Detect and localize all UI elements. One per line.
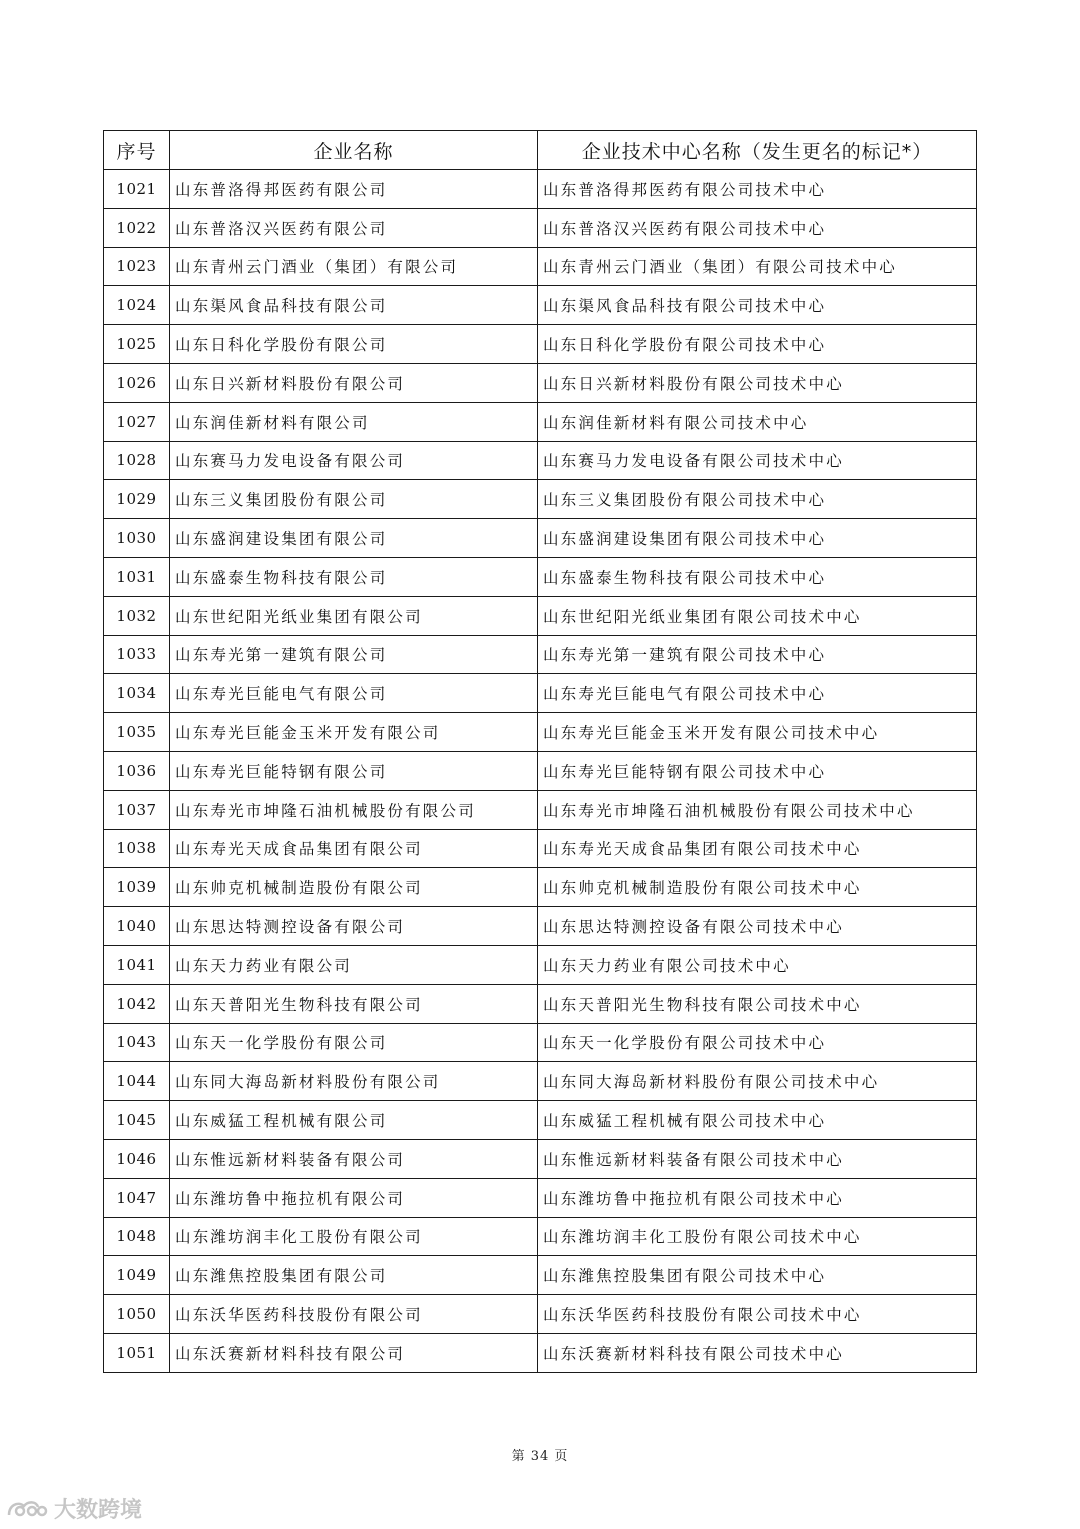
table-row (104, 363, 977, 402)
cell-tech-center-name: 山东日科化学股份有限公司技术中心 (538, 325, 977, 364)
table-row (104, 1139, 977, 1178)
cell-tech-center-name: 山东沃赛新材料科技有限公司技术中心 (538, 1333, 977, 1372)
table-row (104, 829, 977, 868)
cell-enterprise-name: 山东潍坊鲁中拖拉机有限公司 (170, 1178, 538, 1217)
cell-serial-number: 1027 (104, 402, 170, 441)
cell-serial-number: 1049 (104, 1256, 170, 1295)
cell-enterprise-name: 山东普洛得邦医药有限公司 (170, 170, 538, 209)
cell-tech-center-name: 山东盛润建设集团有限公司技术中心 (538, 519, 977, 558)
cell-tech-center-name: 山东惟远新材料装备有限公司技术中心 (538, 1139, 977, 1178)
table-row (104, 286, 977, 325)
cell-serial-number: 1048 (104, 1217, 170, 1256)
cell-serial-number: 1029 (104, 480, 170, 519)
cell-enterprise-name: 山东同大海岛新材料股份有限公司 (170, 1062, 538, 1101)
enterprise-table (103, 130, 977, 1373)
watermark-text: 大数跨境 (54, 1498, 143, 1523)
cell-enterprise-name: 山东寿光天成食品集团有限公司 (170, 829, 538, 868)
cell-enterprise-name: 山东寿光巨能特钢有限公司 (170, 751, 538, 790)
cell-tech-center-name: 山东青州云门酒业（集团）有限公司技术中心 (538, 247, 977, 286)
table-row (104, 907, 977, 946)
logo-icon (6, 1497, 48, 1521)
watermark (6, 1493, 142, 1524)
table-body (104, 170, 977, 1373)
enterprise-table-container (103, 130, 976, 1373)
cell-serial-number: 1041 (104, 945, 170, 984)
cell-serial-number: 1046 (104, 1139, 170, 1178)
table-row (104, 519, 977, 558)
cell-tech-center-name: 山东普洛得邦医药有限公司技术中心 (538, 170, 977, 209)
cell-enterprise-name: 山东思达特测控设备有限公司 (170, 907, 538, 946)
cell-tech-center-name: 山东天力药业有限公司技术中心 (538, 945, 977, 984)
table-row (104, 751, 977, 790)
header-tech-center-name: 企业技术中心名称（发生更名的标记*） (538, 131, 977, 170)
table-row (104, 325, 977, 364)
cell-enterprise-name: 山东世纪阳光纸业集团有限公司 (170, 596, 538, 635)
cell-tech-center-name: 山东威猛工程机械有限公司技术中心 (538, 1101, 977, 1140)
cell-tech-center-name: 山东日兴新材料股份有限公司技术中心 (538, 363, 977, 402)
cell-enterprise-name: 山东赛马力发电设备有限公司 (170, 441, 538, 480)
cell-tech-center-name: 山东寿光巨能金玉米开发有限公司技术中心 (538, 713, 977, 752)
cell-tech-center-name: 山东潍坊润丰化工股份有限公司技术中心 (538, 1217, 977, 1256)
cell-tech-center-name: 山东润佳新材料有限公司技术中心 (538, 402, 977, 441)
cell-tech-center-name: 山东渠风食品科技有限公司技术中心 (538, 286, 977, 325)
cell-serial-number: 1042 (104, 984, 170, 1023)
table-row (104, 945, 977, 984)
cell-serial-number: 1026 (104, 363, 170, 402)
cell-enterprise-name: 山东普洛汉兴医药有限公司 (170, 208, 538, 247)
table-row (104, 441, 977, 480)
cell-enterprise-name: 山东盛泰生物科技有限公司 (170, 557, 538, 596)
cell-tech-center-name: 山东盛泰生物科技有限公司技术中心 (538, 557, 977, 596)
table-row (104, 1256, 977, 1295)
table-row (104, 1178, 977, 1217)
table-row (104, 1295, 977, 1334)
cell-enterprise-name: 山东三义集团股份有限公司 (170, 480, 538, 519)
cell-serial-number: 1021 (104, 170, 170, 209)
cell-enterprise-name: 山东帅克机械制造股份有限公司 (170, 868, 538, 907)
table-row (104, 596, 977, 635)
cell-serial-number: 1040 (104, 907, 170, 946)
cell-tech-center-name: 山东帅克机械制造股份有限公司技术中心 (538, 868, 977, 907)
cell-serial-number: 1051 (104, 1333, 170, 1372)
table-row (104, 790, 977, 829)
cell-tech-center-name: 山东同大海岛新材料股份有限公司技术中心 (538, 1062, 977, 1101)
table-row (104, 713, 977, 752)
table-row (104, 170, 977, 209)
cell-tech-center-name: 山东世纪阳光纸业集团有限公司技术中心 (538, 596, 977, 635)
cell-enterprise-name: 山东渠风食品科技有限公司 (170, 286, 538, 325)
table-row (104, 208, 977, 247)
cell-serial-number: 1034 (104, 674, 170, 713)
cell-serial-number: 1030 (104, 519, 170, 558)
cell-enterprise-name: 山东惟远新材料装备有限公司 (170, 1139, 538, 1178)
cell-enterprise-name: 山东寿光巨能电气有限公司 (170, 674, 538, 713)
cell-serial-number: 1033 (104, 635, 170, 674)
table-row (104, 480, 977, 519)
table-row (104, 247, 977, 286)
cell-tech-center-name: 山东寿光第一建筑有限公司技术中心 (538, 635, 977, 674)
table-row (104, 984, 977, 1023)
cell-tech-center-name: 山东天普阳光生物科技有限公司技术中心 (538, 984, 977, 1023)
cell-enterprise-name: 山东潍焦控股集团有限公司 (170, 1256, 538, 1295)
table-row (104, 402, 977, 441)
cell-serial-number: 1039 (104, 868, 170, 907)
cell-tech-center-name: 山东思达特测控设备有限公司技术中心 (538, 907, 977, 946)
cell-serial-number: 1031 (104, 557, 170, 596)
table-row (104, 635, 977, 674)
cell-serial-number: 1024 (104, 286, 170, 325)
cell-enterprise-name: 山东威猛工程机械有限公司 (170, 1101, 538, 1140)
cell-enterprise-name: 山东寿光巨能金玉米开发有限公司 (170, 713, 538, 752)
cell-tech-center-name: 山东普洛汉兴医药有限公司技术中心 (538, 208, 977, 247)
cell-serial-number: 1025 (104, 325, 170, 364)
cell-enterprise-name: 山东沃华医药科技股份有限公司 (170, 1295, 538, 1334)
cell-serial-number: 1045 (104, 1101, 170, 1140)
cell-tech-center-name: 山东沃华医药科技股份有限公司技术中心 (538, 1295, 977, 1334)
table-row (104, 674, 977, 713)
cell-serial-number: 1036 (104, 751, 170, 790)
cell-enterprise-name: 山东日兴新材料股份有限公司 (170, 363, 538, 402)
cell-serial-number: 1050 (104, 1295, 170, 1334)
cell-enterprise-name: 山东盛润建设集团有限公司 (170, 519, 538, 558)
cell-tech-center-name: 山东寿光巨能电气有限公司技术中心 (538, 674, 977, 713)
cell-tech-center-name: 山东三义集团股份有限公司技术中心 (538, 480, 977, 519)
table-row (104, 557, 977, 596)
cell-enterprise-name: 山东沃赛新材料科技有限公司 (170, 1333, 538, 1372)
table-row (104, 868, 977, 907)
cell-enterprise-name: 山东天一化学股份有限公司 (170, 1023, 538, 1062)
page-number: 第 34 页 (511, 1449, 569, 1464)
cell-serial-number: 1035 (104, 713, 170, 752)
cell-serial-number: 1022 (104, 208, 170, 247)
cell-enterprise-name: 山东润佳新材料有限公司 (170, 402, 538, 441)
cell-tech-center-name: 山东寿光巨能特钢有限公司技术中心 (538, 751, 977, 790)
cell-enterprise-name: 山东天普阳光生物科技有限公司 (170, 984, 538, 1023)
table-header-row (104, 131, 977, 170)
table-row (104, 1101, 977, 1140)
table-row (104, 1023, 977, 1062)
cell-enterprise-name: 山东青州云门酒业（集团）有限公司 (170, 247, 538, 286)
cell-enterprise-name: 山东潍坊润丰化工股份有限公司 (170, 1217, 538, 1256)
cell-tech-center-name: 山东赛马力发电设备有限公司技术中心 (538, 441, 977, 480)
cell-serial-number: 1038 (104, 829, 170, 868)
cell-tech-center-name: 山东天一化学股份有限公司技术中心 (538, 1023, 977, 1062)
table-row (104, 1217, 977, 1256)
cell-enterprise-name: 山东寿光第一建筑有限公司 (170, 635, 538, 674)
header-enterprise-name: 企业名称 (170, 131, 538, 170)
cell-serial-number: 1028 (104, 441, 170, 480)
table-row (104, 1333, 977, 1372)
cell-serial-number: 1044 (104, 1062, 170, 1101)
cell-serial-number: 1047 (104, 1178, 170, 1217)
cell-serial-number: 1037 (104, 790, 170, 829)
cell-enterprise-name: 山东寿光市坤隆石油机械股份有限公司 (170, 790, 538, 829)
cell-tech-center-name: 山东寿光天成食品集团有限公司技术中心 (538, 829, 977, 868)
cell-tech-center-name: 山东寿光市坤隆石油机械股份有限公司技术中心 (538, 790, 977, 829)
cell-tech-center-name: 山东潍坊鲁中拖拉机有限公司技术中心 (538, 1178, 977, 1217)
cell-tech-center-name: 山东潍焦控股集团有限公司技术中心 (538, 1256, 977, 1295)
cell-enterprise-name: 山东天力药业有限公司 (170, 945, 538, 984)
cell-serial-number: 1032 (104, 596, 170, 635)
table-row (104, 1062, 977, 1101)
cell-enterprise-name: 山东日科化学股份有限公司 (170, 325, 538, 364)
header-serial-number: 序号 (104, 131, 170, 170)
cell-serial-number: 1043 (104, 1023, 170, 1062)
cell-serial-number: 1023 (104, 247, 170, 286)
